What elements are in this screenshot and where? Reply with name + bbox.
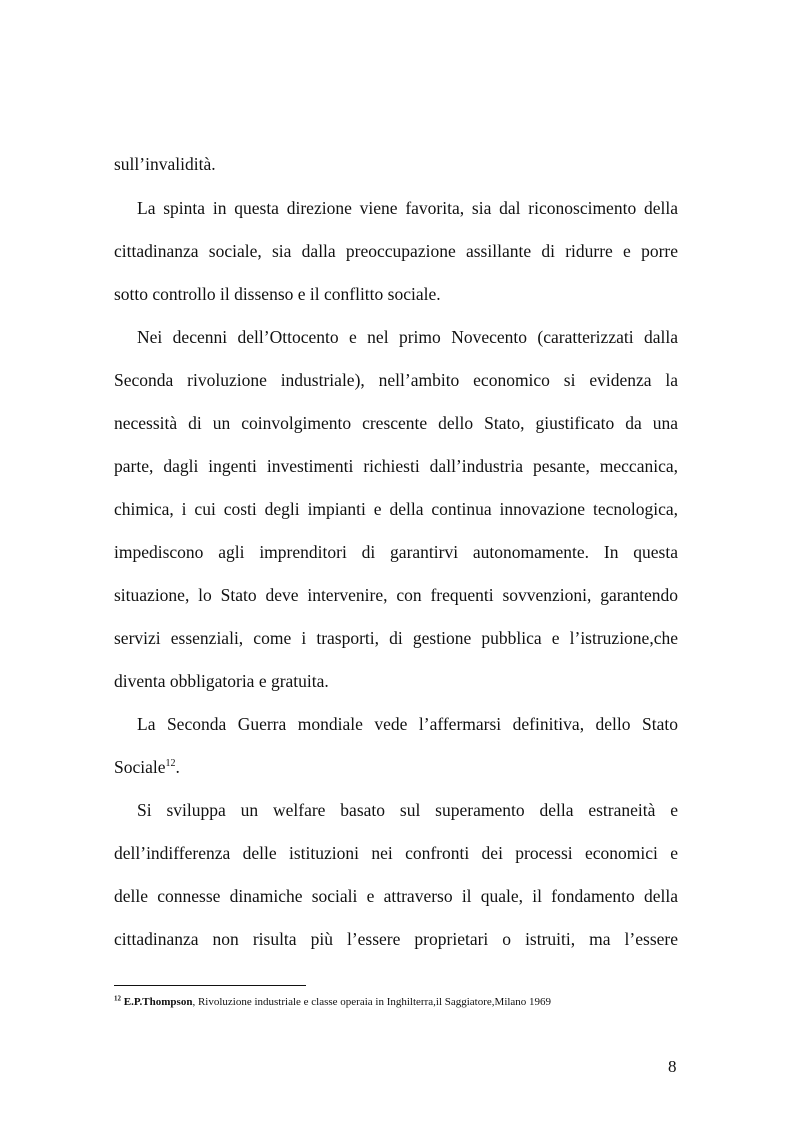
text-line: delle connesse dinamiche sociali e attraverso il quale, il fondamento della xyxy=(114,886,678,906)
text-line: servizi essenziali, come i trasporti, di gestione pubblica e l’istruzione,che xyxy=(114,628,678,648)
footnote-author: E.P.Thompson xyxy=(123,996,193,1008)
footnote xyxy=(114,995,551,1009)
text-line: impediscono agli imprenditori di garantirvi autonomamente. In questa xyxy=(114,542,678,562)
text-line: chimica, i cui costi degli impianti e della continua innovazione tecnologica, xyxy=(114,499,678,519)
text-line: dell’indifferenza delle istituzioni nei confronti dei processi economici e xyxy=(114,843,678,863)
page-number: 8 xyxy=(668,1057,677,1076)
text-line: diventa obbligatoria e gratuita. xyxy=(114,671,329,691)
text-line: Seconda rivoluzione industriale), nell’ambito economico si evidenza la xyxy=(114,370,678,390)
text-line: sotto controllo il dissenso e il conflitto sociale. xyxy=(114,284,441,304)
text-line: sull’invalidità. xyxy=(114,154,216,174)
footnote-reference: 12 xyxy=(165,758,176,770)
text-line: parte, dagli ingenti investimenti richiesti dall’industria pesante, meccanica, xyxy=(114,456,678,476)
text-line: situazione, lo Stato deve intervenire, con frequenti sovvenzioni, garantendo xyxy=(114,585,678,605)
footnote-separator xyxy=(114,985,306,986)
text-line: cittadinanza sociale, sia dalla preoccupazione assillante di ridurre e porre xyxy=(114,241,678,261)
text-line xyxy=(114,755,678,779)
text-line: Si sviluppa un welfare basato sul superamento della estraneità e xyxy=(137,800,678,820)
footnote-number: 12 xyxy=(114,994,121,1003)
text-fragment: Sociale xyxy=(114,757,166,777)
text-line: La Seconda Guerra mondiale vede l’affermarsi definitiva, dello Stato xyxy=(137,714,678,734)
text-line: La spinta in questa direzione viene favorita, sia dal riconoscimento della xyxy=(137,198,678,218)
text-line: Nei decenni dell’Ottocento e nel primo Novecento (caratterizzati dalla xyxy=(137,327,678,347)
text-fragment: . xyxy=(175,757,180,777)
text-line: necessità di un coinvolgimento crescente dello Stato, giustificato da una xyxy=(114,413,678,433)
text-line: cittadinanza non risulta più l’essere proprietari o istruiti, ma l’essere xyxy=(114,929,678,949)
footnote-text: , Rivoluzione industriale e classe operaia in Inghilterra,il Saggiatore,Milano 1969 xyxy=(192,996,552,1008)
